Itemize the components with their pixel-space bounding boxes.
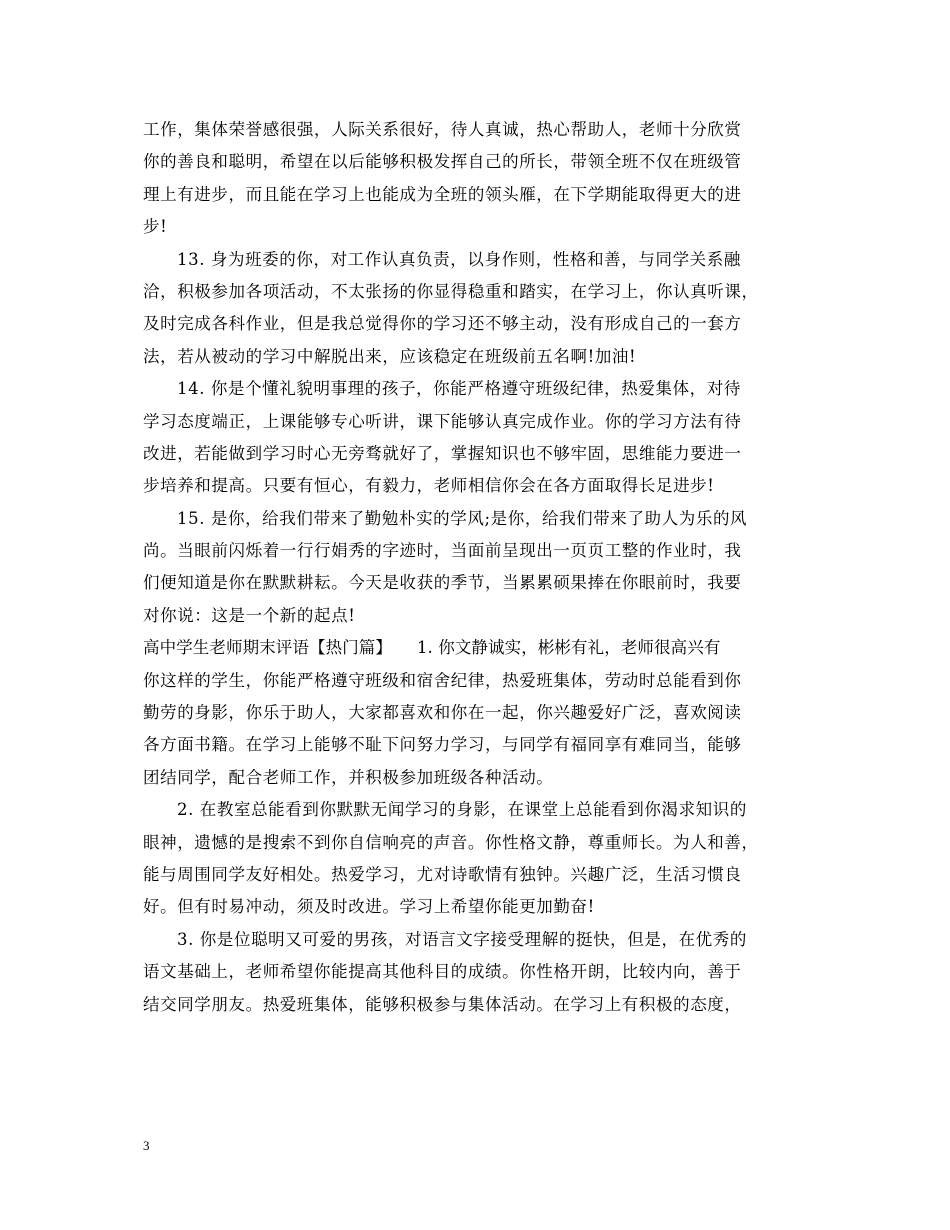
text-line: 洽，积极参加各项活动，不太张扬的你显得稳重和踏实，在学习上，你认真听课， — [143, 281, 759, 301]
text-line: 法，若从被动的学习中解脱出来，应该稳定在班级前五名啊!加油! — [143, 346, 637, 366]
text-line: 学习态度端正，上课能够专心听讲，课下能够认真完成作业。你的学习方法有待 — [143, 411, 742, 431]
text-line: 步培养和提高。只要有恒心，有毅力，老师相信你会在各方面取得长足进步! — [143, 476, 715, 496]
text-line: 对你说：这是一个新的起点! — [143, 605, 356, 625]
text-line: 改进，若能做到学习时心无旁骛就好了，掌握知识也不够牢固，思维能力要进一 — [143, 443, 742, 463]
text-line: 及时完成各科作业，但是我总觉得你的学习还不够主动，没有形成自己的一套方 — [143, 314, 742, 334]
text-line: 们便知道是你在默默耕耘。今天是收获的季节，当累累硕果捧在你眼前时，我要 — [143, 573, 742, 593]
text-line: 你的善良和聪明，希望在以后能够积极发挥自己的所长，带领全班不仅在班级管 — [143, 152, 742, 172]
text-line: 各方面书籍。在学习上能够不耻下问努力学习，与同学有福同享有难同当，能够 — [143, 735, 742, 755]
text-line: 14. 你是个懂礼貌明事理的孩子，你能严格遵守班级纪律，热爱集体，对待 — [177, 379, 741, 399]
text-line: 好。但有时易冲动，须及时改进。学习上希望你能更加勤奋! — [143, 897, 595, 917]
text-line: 你这样的学生，你能严格遵守班级和宿舍纪律，热爱班集体，劳动时总能看到你 — [143, 670, 742, 690]
text-line: 3. 你是位聪明又可爱的男孩，对语言文字接受理解的挺快，但是，在优秀的 — [177, 929, 747, 949]
text-line: 步! — [143, 217, 168, 237]
text-line: 工作，集体荣誉感很强，人际关系很好，待人真诚，热心帮助人，老师十分欣赏 — [143, 120, 742, 139]
text-line: 能与周围同学友好相处。热爱学习，尤对诗歌情有独钟。兴趣广泛，生活习惯良 — [143, 864, 742, 884]
text-line: 眼神，遗憾的是搜索不到你自信响亮的声音。你性格文静，尊重师长。为人和善， — [143, 832, 759, 852]
document-body — [143, 114, 813, 1021]
text-line: 团结同学，配合老师工作，并积极参加班级各种活动。 — [143, 767, 554, 787]
text-line: 15. 是你，给我们带来了勤勉朴实的学风;是你，给我们带来了助人为乐的风 — [177, 508, 748, 528]
text-line: 勤劳的身影，你乐于助人，大家都喜欢和你在一起，你兴趣爱好广泛，喜欢阅读 — [143, 703, 742, 723]
text-line: 高中学生老师期末评语【热门篇】 1. 你文静诚实，彬彬有礼，老师很高兴有 — [143, 638, 721, 658]
text-line: 13. 身为班委的你，对工作认真负责，以身作则，性格和善，与同学关系融 — [177, 249, 741, 269]
text-line: 结交同学朋友。热爱班集体，能够积极参与集体活动。在学习上有积极的态度， — [143, 994, 742, 1014]
text-line: 2. 在教室总能看到你默默无闻学习的身影，在课堂上总能看到你渴求知识的 — [177, 800, 747, 820]
text-line: 理上有进步，而且能在学习上也能成为全班的领头雁，在下学期能取得更大的进 — [143, 184, 742, 204]
text-line: 语文基础上，老师希望你能提高其他科目的成绩。你性格开朗，比较内向，善于 — [143, 962, 742, 982]
text-line: 尚。当眼前闪烁着一行行娟秀的字迹时，当面前呈现出一页页工整的作业时，我 — [143, 541, 742, 561]
page-number: 3 — [143, 1138, 150, 1153]
